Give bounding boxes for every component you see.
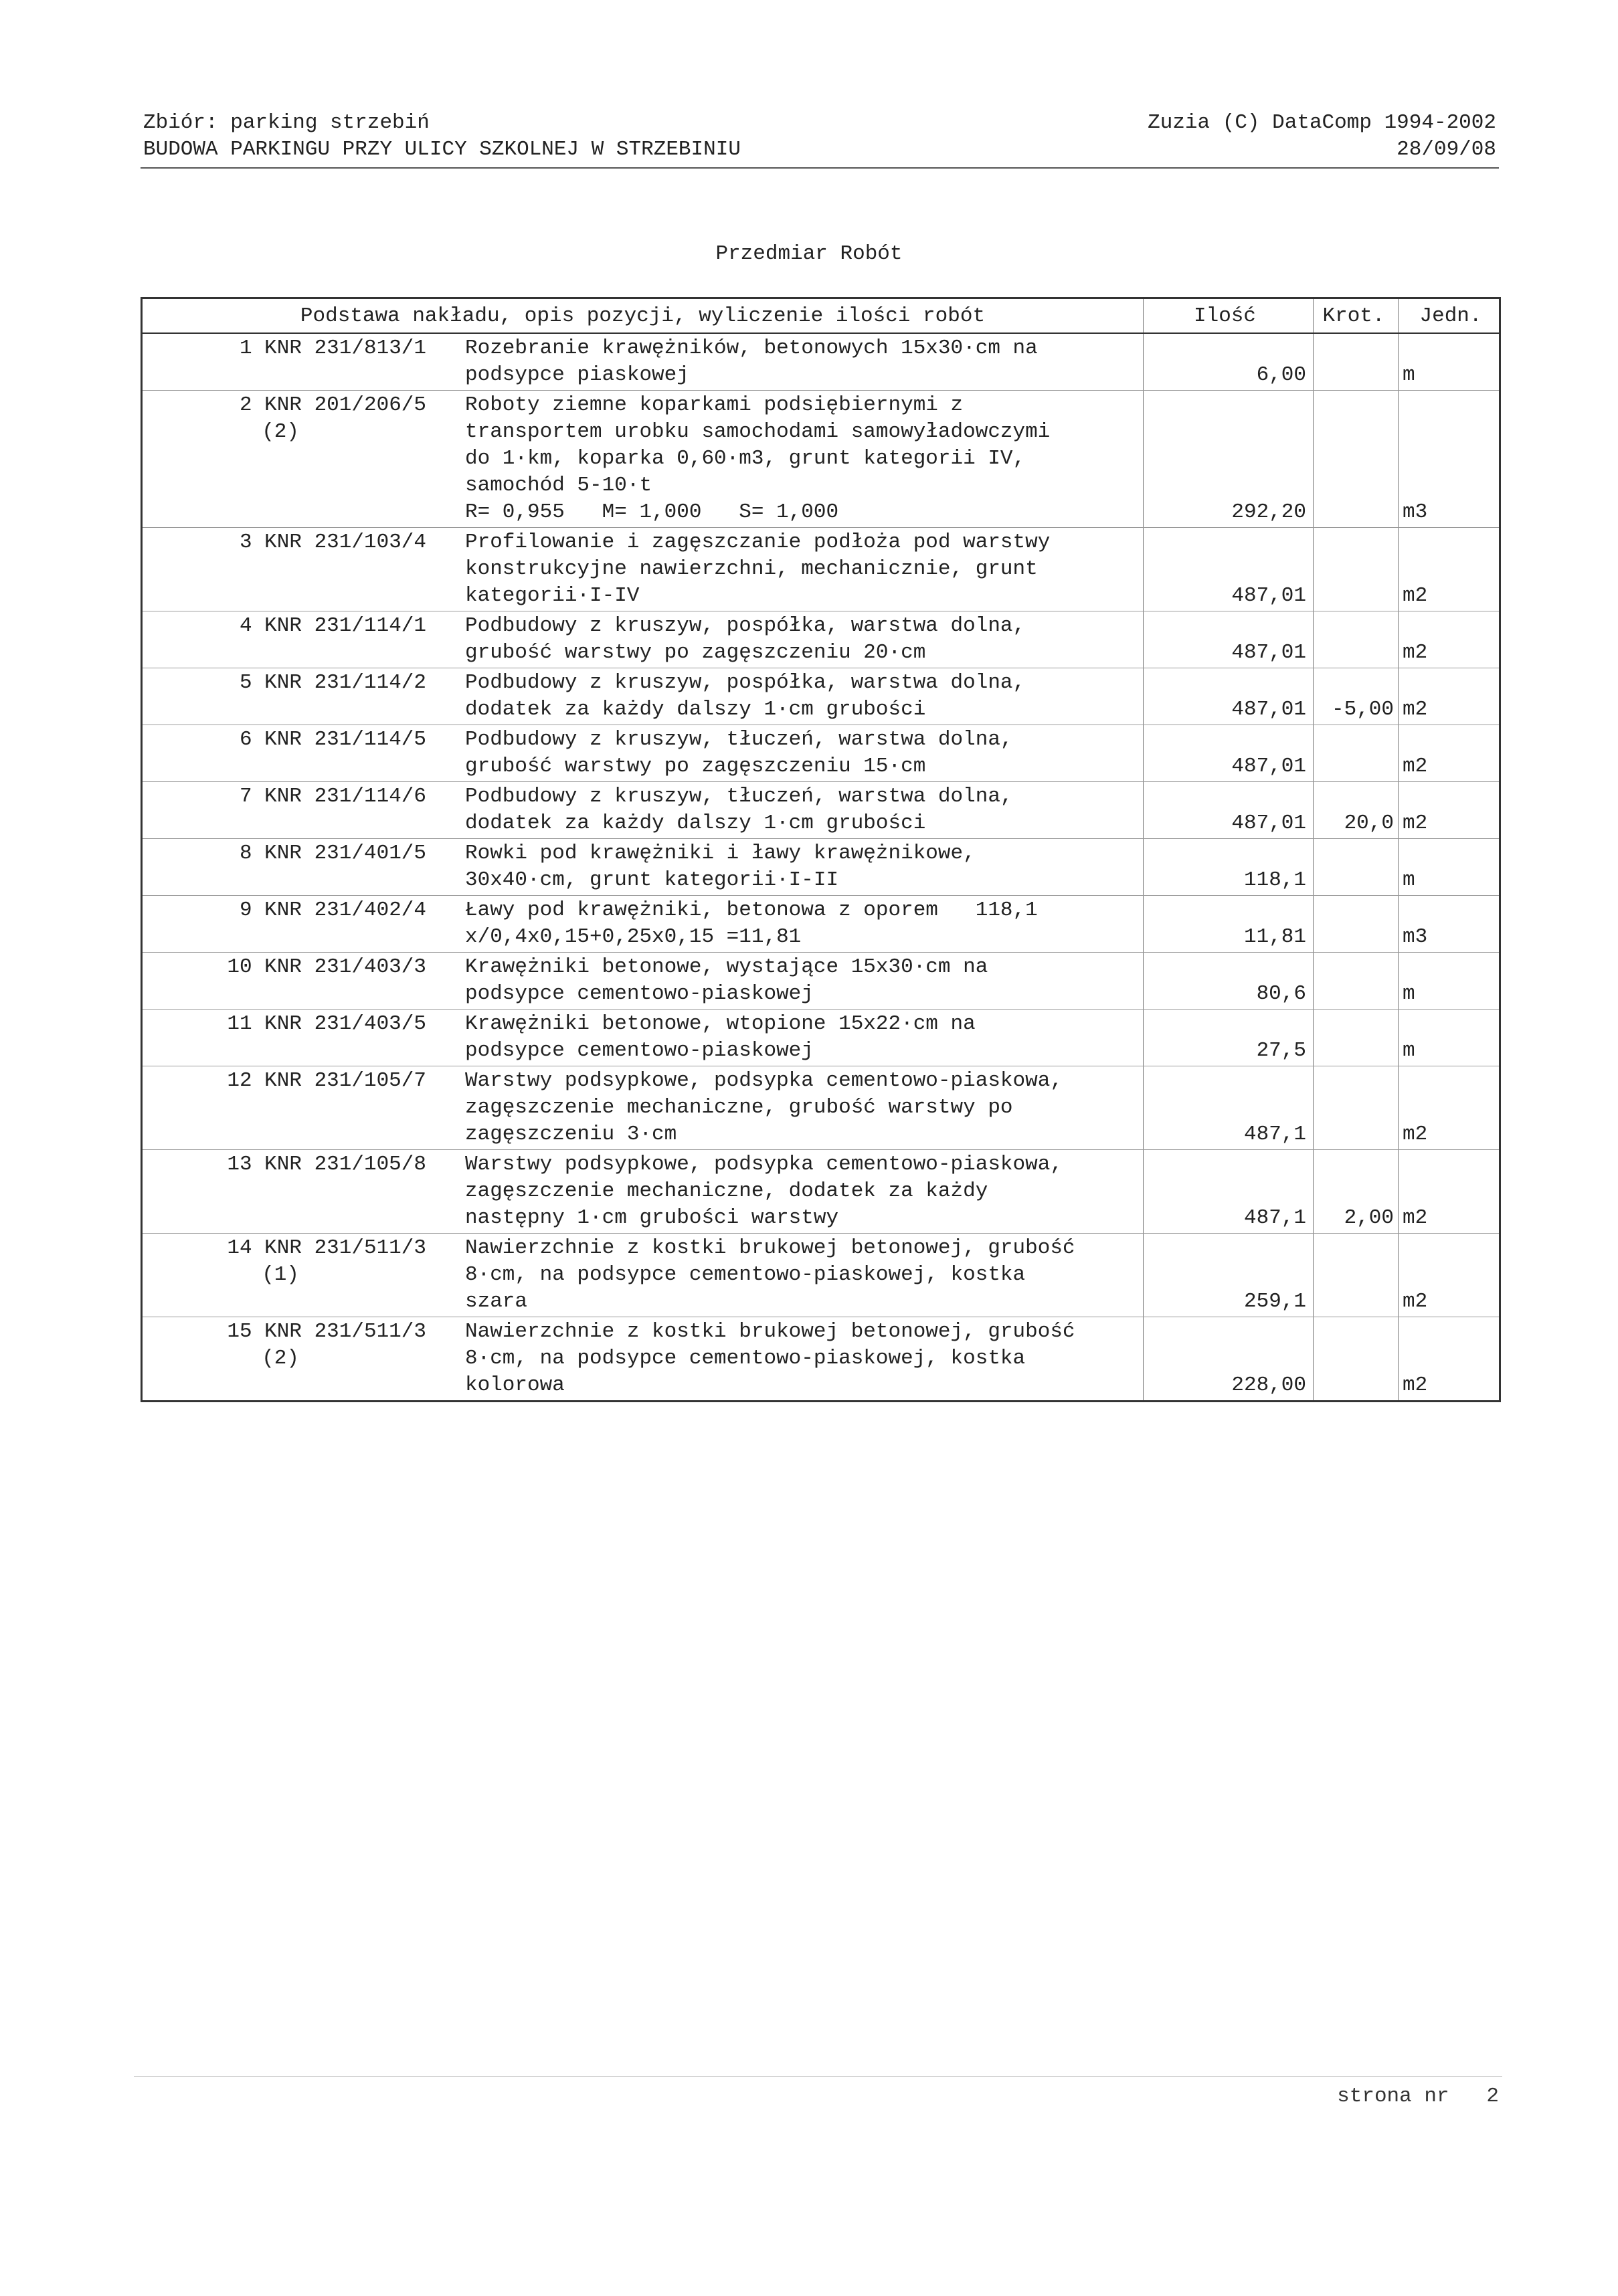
quantity-cell: 6,00 [1144, 333, 1314, 391]
unit-cell: m2 [1399, 1234, 1500, 1317]
position-code [142, 668, 466, 725]
position-description: Nawierzchnie z kostki brukowej betonowej, grubość 8·cm, na podsypce cementowo-piaskowej, kostka szara [465, 1234, 1144, 1317]
quantity-cell: 487,01 [1144, 725, 1314, 782]
quantity-cell: 487,01 [1144, 668, 1314, 725]
position-code [142, 953, 466, 1010]
unit-cell: m2 [1399, 1317, 1500, 1402]
collection-name: Zbiór: parking strzebiń [143, 111, 430, 134]
multiplier-cell [1314, 953, 1399, 1010]
page-label: strona nr [1337, 2085, 1449, 2108]
quantity-cell: 118,1 [1144, 839, 1314, 896]
position-description: Podbudowy z kruszyw, tłuczeń, warstwa dolna, dodatek za każdy dalszy 1·cm grubości [465, 782, 1144, 839]
position-description: Podbudowy z kruszyw, pospółka, warstwa dolna, dodatek za każdy dalszy 1·cm grubości [465, 668, 1144, 725]
multiplier-cell [1314, 1234, 1399, 1317]
unit-cell: m [1399, 839, 1500, 896]
table-row [142, 391, 1500, 528]
position-code [142, 1317, 466, 1402]
table-row [142, 1317, 1500, 1402]
knr-variant: (2) [262, 420, 299, 444]
table-header-row [142, 298, 1500, 334]
unit-cell: m2 [1399, 1066, 1500, 1150]
knr-code: 14 KNR 231/511/3 [227, 1236, 426, 1260]
knr-code: 12 KNR 231/105/7 [227, 1069, 426, 1092]
unit-cell: m2 [1399, 1150, 1500, 1234]
quantity-cell: 292,20 [1144, 391, 1314, 528]
page-number: 2 [1486, 2085, 1499, 2108]
multiplier-cell [1314, 1066, 1399, 1150]
position-description: Nawierzchnie z kostki brukowej betonowej, grubość 8·cm, na podsypce cementowo-piaskowej, kostka kolorowa [465, 1320, 1075, 1397]
quantity-cell: 487,1 [1144, 1150, 1314, 1234]
knr-code: 10 KNR 231/403/3 [227, 955, 426, 979]
multiplier-cell [1314, 333, 1399, 391]
quantity-cell: 11,81 [1144, 896, 1314, 953]
table-row [142, 1010, 1500, 1066]
unit-cell: m2 [1399, 668, 1500, 725]
multiplier-cell: -5,00 [1314, 668, 1399, 725]
quantity-cell: 259,1 [1144, 1234, 1314, 1317]
table-row [142, 839, 1500, 896]
quantity-cell: 487,01 [1144, 528, 1314, 611]
position-code [142, 333, 466, 391]
knr-code: 2 KNR 201/206/5 [239, 393, 426, 417]
unit-cell: m3 [1399, 896, 1500, 953]
position-description: Podbudowy z kruszyw, tłuczeń, warstwa dolna, grubość warstwy po zagęszczeniu 15·cm [465, 725, 1144, 782]
table-row [142, 611, 1500, 668]
quantity-cell: 487,1 [1144, 1066, 1314, 1150]
table-row [142, 528, 1500, 611]
multiplier-cell [1314, 725, 1399, 782]
position-code [142, 1234, 466, 1317]
position-code [142, 896, 466, 953]
position-code [142, 528, 466, 611]
knr-code: 8 KNR 231/401/5 [239, 842, 426, 865]
unit-cell: m [1399, 333, 1500, 391]
multiplier-cell [1314, 839, 1399, 896]
quantity-cell: 487,01 [1144, 611, 1314, 668]
knr-code: 7 KNR 231/114/6 [239, 785, 426, 808]
knr-variant: (2) [262, 1347, 299, 1370]
table-body [142, 333, 1500, 1402]
unit-cell: m2 [1399, 725, 1500, 782]
multiplier-cell [1314, 896, 1399, 953]
quantity-cell: 27,5 [1144, 1010, 1314, 1066]
unit-cell: m [1399, 953, 1500, 1010]
position-code [142, 611, 466, 668]
knr-code: 11 KNR 231/403/5 [227, 1012, 426, 1036]
position-description: Profilowanie i zagęszczanie podłoża pod warstwy konstrukcyjne nawierzchni, mechanicznie, grunt kategorii·I-IV [465, 528, 1144, 611]
unit-cell: m2 [1399, 528, 1500, 611]
unit-cell: m2 [1399, 782, 1500, 839]
table-row [142, 1234, 1500, 1317]
project-title: BUDOWA PARKINGU PRZY ULICY SZKOLNEJ W STRZEBINIU [143, 138, 741, 161]
column-header-krot: Krot. [1314, 298, 1399, 334]
table-row [142, 953, 1500, 1010]
knr-variant: (1) [262, 1263, 299, 1286]
header-divider [141, 167, 1499, 169]
page-title: Przedmiar Robót [715, 242, 903, 266]
position-code [142, 839, 466, 896]
position-description: Roboty ziemne koparkami podsiębiernymi z transportem urobku samochodami samowyładowczymi do 1·km, koparka 0,60·m3, grunt kategorii IV, samochód 5-10·t R= 0,955 M= 1,000 S= 1,000 [465, 391, 1144, 528]
knr-code: 9 KNR 231/402/4 [239, 898, 426, 922]
multiplier-cell: 2,00 [1314, 1150, 1399, 1234]
knr-code: 5 KNR 231/114/2 [239, 671, 426, 694]
position-description: Krawężniki betonowe, wystające 15x30·cm na podsypce cementowo-piaskowej [465, 953, 1144, 1010]
unit-cell: m3 [1399, 391, 1500, 528]
position-code [142, 391, 466, 528]
table-row [142, 1066, 1500, 1150]
position-code [142, 1010, 466, 1066]
position-description: Rozebranie krawężników, betonowych 15x30·cm na podsypce piaskowej [465, 333, 1144, 391]
software-credit: Zuzia (C) DataComp 1994-2002 [1148, 111, 1496, 134]
table-row [142, 896, 1500, 953]
multiplier-cell [1314, 528, 1399, 611]
table-row [142, 782, 1500, 839]
knr-code: 13 KNR 231/105/8 [227, 1153, 426, 1176]
unit-cell: m2 [1399, 611, 1500, 668]
multiplier-cell [1314, 1010, 1399, 1066]
position-code [142, 1150, 466, 1234]
position-description: Warstwy podsypkowe, podsypka cementowo-piaskowa, zagęszczenie mechaniczne, grubość warstwy po zagęszczeniu 3·cm [465, 1066, 1144, 1150]
position-description: Warstwy podsypkowe, podsypka cementowo-piaskowa, zagęszczenie mechaniczne, dodatek za każdy następny 1·cm grubości warstwy [465, 1150, 1144, 1234]
document-date: 28/09/08 [1397, 138, 1496, 161]
knr-code: 4 KNR 231/114/1 [239, 614, 426, 638]
knr-code: 1 KNR 231/813/1 [239, 337, 426, 360]
multiplier-cell [1314, 1317, 1399, 1402]
quantity-cell: 487,01 [1144, 782, 1314, 839]
table-row [142, 725, 1500, 782]
knr-code: 6 KNR 231/114/5 [239, 728, 426, 751]
quantity-cell: 228,00 [1144, 1317, 1314, 1402]
page-footer [1337, 2085, 1499, 2108]
position-code [142, 725, 466, 782]
position-description: Krawężniki betonowe, wtopione 15x22·cm na podsypce cementowo-piaskowej [465, 1010, 1144, 1066]
position-code [142, 1066, 466, 1150]
position-description: Ławy pod krawężniki, betonowa z oporem 118,1 x/0,4x0,15+0,25x0,15 =11,81 [465, 896, 1144, 953]
unit-cell: m [1399, 1010, 1500, 1066]
table-row [142, 1150, 1500, 1234]
column-header-jedn: Jedn. [1399, 298, 1500, 334]
knr-code: 3 KNR 231/103/4 [239, 531, 426, 554]
knr-code: 15 KNR 231/511/3 [227, 1320, 426, 1343]
multiplier-cell [1314, 391, 1399, 528]
table-row [142, 668, 1500, 725]
position-code [142, 782, 466, 839]
column-header-ilosc: Ilość [1144, 298, 1314, 334]
column-header-opis: Podstawa nakładu, opis pozycji, wyliczenie ilości robót [142, 298, 1144, 334]
multiplier-cell [1314, 611, 1399, 668]
table-row [142, 333, 1500, 391]
position-description: Rowki pod krawężniki i ławy krawężnikowe, 30x40·cm, grunt kategorii·I-II [465, 839, 1144, 896]
position-description: Podbudowy z kruszyw, pospółka, warstwa dolna, grubość warstwy po zagęszczeniu 20·cm [465, 611, 1144, 668]
multiplier-cell: 20,0 [1314, 782, 1399, 839]
footer-divider [134, 2076, 1502, 2077]
przedmiar-table [141, 297, 1501, 1402]
quantity-cell: 80,6 [1144, 953, 1314, 1010]
